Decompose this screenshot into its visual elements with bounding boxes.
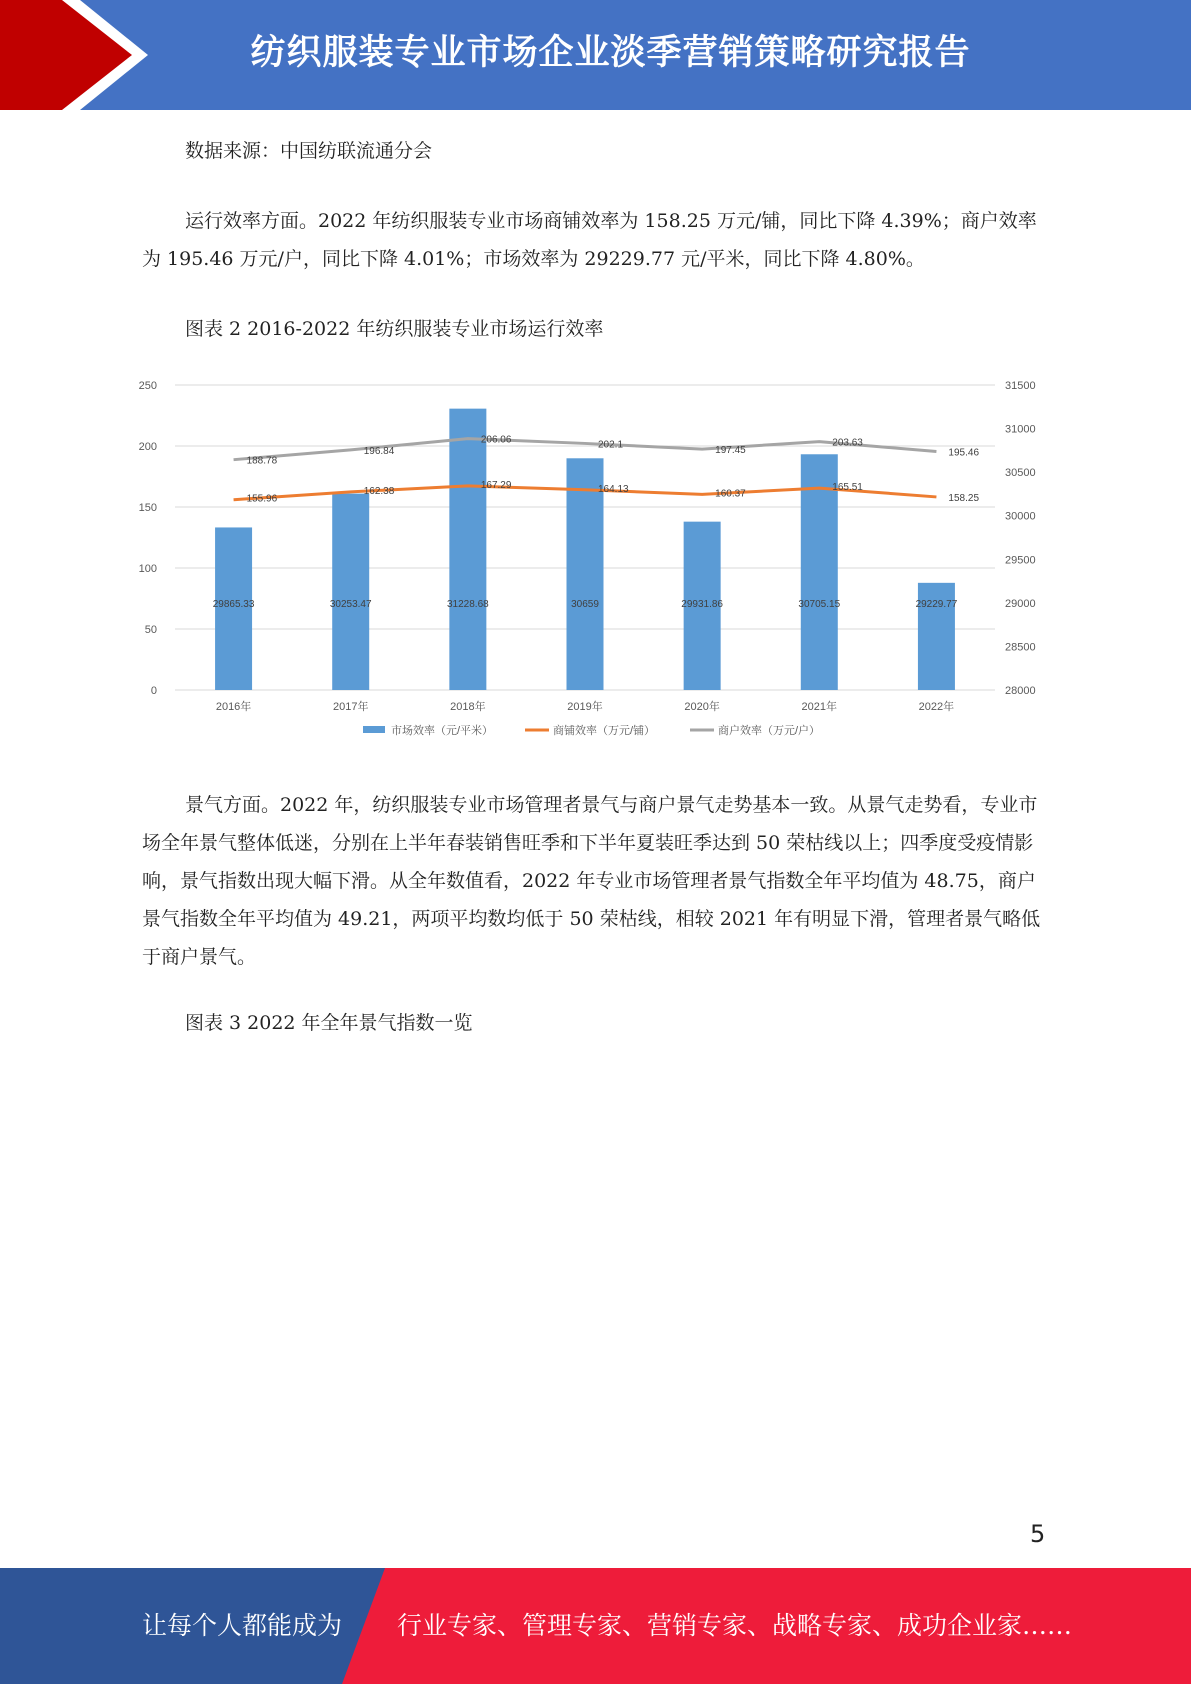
y-right-tick-label: 30000: [1005, 510, 1036, 523]
x-tick-label: 2018年: [450, 701, 486, 713]
y-left-tick-label: 0: [150, 685, 157, 697]
line-data-label: 188.78: [246, 455, 278, 467]
efficiency-paragraph: 运行效率方面。2022 年纺织服装专业市场商铺效率为 158.25 万元/铺，同比下降 4.39%；商户效率为 195.46 万元/户，同比下降 4.01%；市场效率为 29229.77 元/平米，同比下降 4.80%。: [142, 210, 1037, 270]
line-data-label: 197.45: [715, 445, 746, 457]
y-right-tick-label: 30500: [1005, 467, 1036, 480]
y-right-tick-label: 28000: [1005, 685, 1036, 697]
x-tick-label: 2016年: [215, 701, 252, 713]
bar-market-efficiency: [449, 409, 486, 690]
page-number: 5: [1030, 1520, 1046, 1548]
y-right-tick-label: 29500: [1005, 554, 1036, 567]
line-data-label: 167.29: [480, 479, 512, 491]
legend-label: 商铺效率（万元/铺）: [553, 725, 656, 737]
y-right-tick-label: 31500: [1005, 380, 1036, 392]
bar-data-label: 31228.68: [446, 599, 489, 611]
line-data-label: 202.1: [598, 439, 624, 451]
line-data-label: 196.84: [363, 445, 395, 457]
bar-data-label: 30253.47: [329, 599, 372, 611]
x-tick-label: 2020年: [684, 701, 720, 713]
x-tick-label: 2019年: [567, 701, 603, 713]
line-data-label: 160.37: [715, 488, 746, 500]
bar-data-label: 29229.77: [915, 599, 958, 611]
y-left-tick-label: 50: [144, 624, 157, 636]
footer-slogan-right: 行业专家、管理专家、营销专家、战略专家、成功企业家……: [397, 1611, 1073, 1640]
line-data-label: 203.63: [832, 437, 863, 449]
line-data-label: 206.06: [480, 434, 512, 446]
legend-swatch: [363, 726, 385, 733]
legend-label: 市场效率（元/平米）: [391, 725, 494, 737]
line-data-label: 155.96: [246, 493, 278, 505]
y-left-tick-label: 150: [138, 502, 157, 514]
efficiency-chart: [135, 365, 1055, 745]
chart3-caption: 图表 3 2022 年全年景气指数一览: [185, 1012, 473, 1034]
bar-data-label: 30659: [571, 599, 599, 611]
bar-market-efficiency: [332, 494, 369, 690]
x-tick-label: 2021年: [801, 701, 838, 713]
y-left-tick-label: 100: [138, 563, 157, 575]
y-right-tick-label: 28500: [1005, 641, 1036, 654]
bar-data-label: 29865.33: [212, 599, 255, 611]
page-header: [0, 0, 1191, 110]
footer-slogan-left: 让每个人都能成为: [142, 1611, 343, 1640]
chart2-caption: 图表 2 2016-2022 年纺织服装专业市场运行效率: [185, 318, 604, 340]
x-tick-label: 2017年: [332, 701, 369, 713]
y-left-tick-label: 200: [138, 441, 157, 453]
bar-data-label: 30705.15: [798, 599, 841, 611]
y-right-tick-label: 31000: [1005, 423, 1036, 436]
line-data-label: 165.51: [832, 482, 863, 494]
line-data-label: 158.25: [948, 492, 980, 504]
legend-label: 商户效率（万元/户）: [718, 725, 821, 737]
climate-paragraph: 景气方面。2022 年，纺织服装专业市场管理者景气与商户景气走势基本一致。从景气走势看，专业市场全年景气整体低迷，分别在上半年春装销售旺季和下半年夏装旺季达到 50 荣枯线以上；四季度受疫情影响，景气指数出现大幅下滑。从全年数值看，2022 年专业市场管理者景气指数全年平均值为 48.75，商户景气指数全年平均值为 49.21，两项平均数均低于 50 荣枯线，相较 2021 年有明显下滑，管理者景气略低于商户景气。: [142, 794, 1041, 968]
page-title: 纺织服装专业市场企业淡季营销策略研究报告: [250, 33, 971, 73]
x-tick-label: 2022年: [918, 701, 955, 713]
source-note: 数据来源：中国纺联流通分会: [185, 140, 433, 162]
line-data-label: 162.38: [363, 485, 395, 497]
page-footer: [0, 1568, 1191, 1684]
y-right-tick-label: 29000: [1005, 597, 1036, 610]
line-data-label: 195.46: [948, 447, 980, 459]
line-data-label: 164.13: [598, 483, 629, 495]
y-left-tick-label: 250: [138, 380, 157, 392]
bar-data-label: 29931.86: [681, 599, 724, 611]
